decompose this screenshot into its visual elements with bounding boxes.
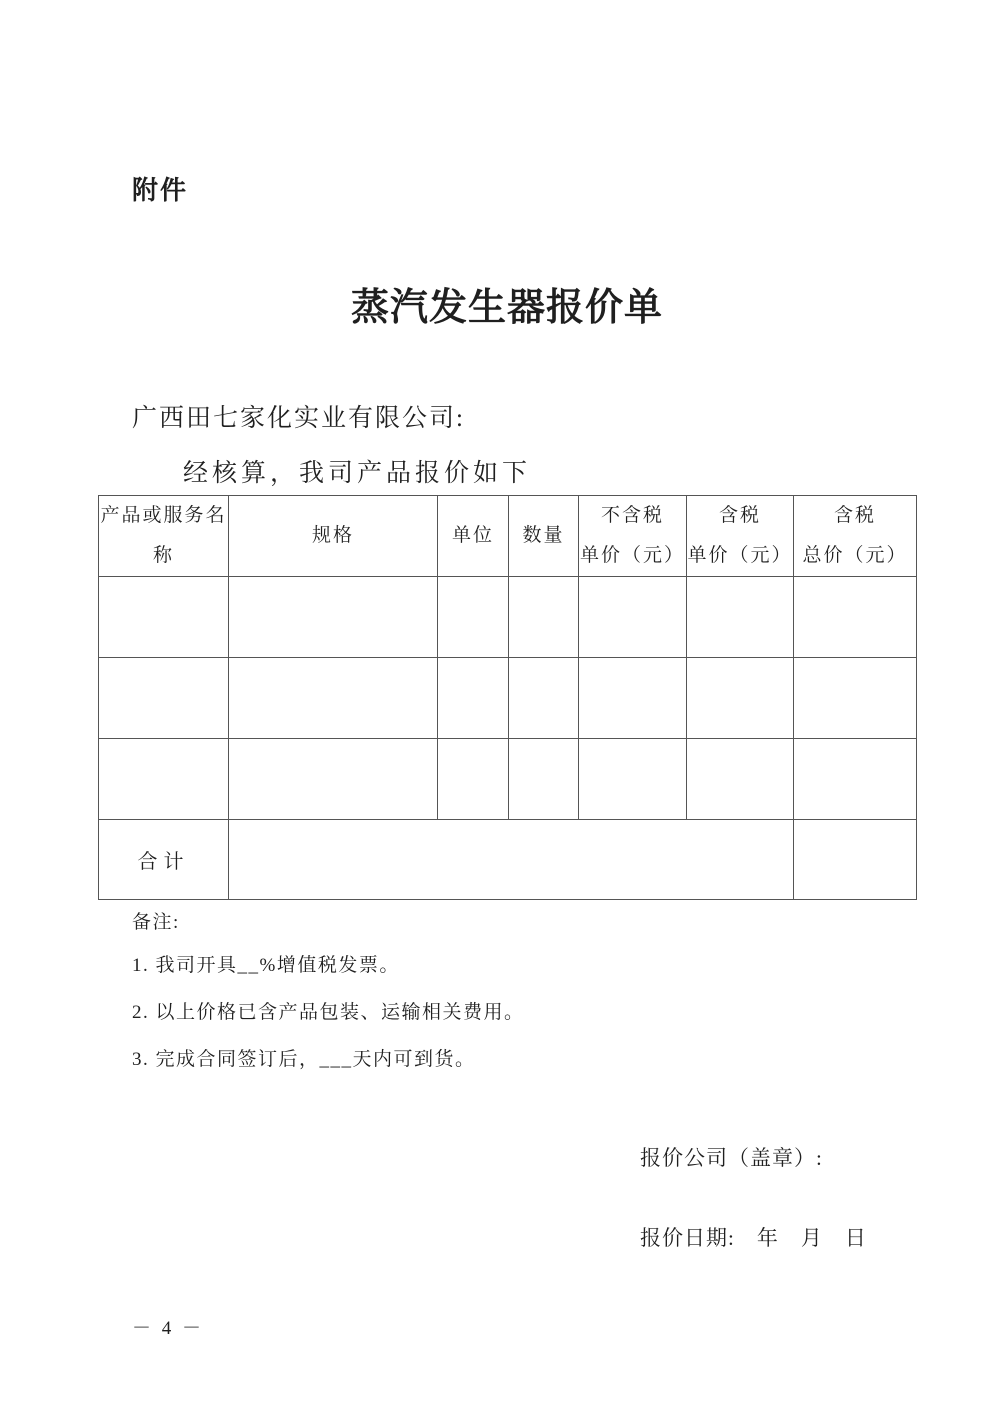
table-cell xyxy=(579,739,687,820)
total-merged-cell xyxy=(229,820,794,900)
table-row xyxy=(99,658,917,739)
table-cell xyxy=(438,658,509,739)
remark-item-2: 2. 以上价格已含产品包装、运输相关费用。 xyxy=(132,1002,525,1023)
table-cell xyxy=(794,658,917,739)
col-header-price-incl-tax xyxy=(687,496,794,577)
total-label-cell: 合计 xyxy=(99,820,229,900)
total-amount-cell xyxy=(794,820,917,900)
table-cell xyxy=(438,577,509,658)
table-cell xyxy=(229,739,438,820)
table-cell xyxy=(794,577,917,658)
table-row xyxy=(99,739,917,820)
table-cell xyxy=(687,658,794,739)
table-cell xyxy=(509,739,579,820)
table-row xyxy=(99,577,917,658)
col-header-quantity xyxy=(509,496,579,577)
col-header-product-name xyxy=(99,496,229,577)
table-cell xyxy=(794,739,917,820)
header-line: 单价（元） xyxy=(579,545,685,566)
header-line: 规格 xyxy=(311,525,354,546)
col-header-unit xyxy=(438,496,509,577)
table-cell xyxy=(579,658,687,739)
quote-date-line: 报价日期: 年 月 日 xyxy=(640,1226,867,1250)
col-header-spec xyxy=(229,496,438,577)
table-cell xyxy=(99,739,229,820)
total-row xyxy=(99,820,917,900)
intro-line: 经核算，我司产品报价如下 xyxy=(183,460,532,487)
header-line: 单位 xyxy=(451,525,494,546)
attachment-label: 附件 xyxy=(132,175,189,205)
table-cell xyxy=(579,577,687,658)
remarks-section xyxy=(132,904,525,1083)
page-number: － 4 － xyxy=(132,1318,205,1339)
table-cell xyxy=(229,658,438,739)
table-cell xyxy=(438,739,509,820)
table-cell xyxy=(229,577,438,658)
header-line: 产品或服务名 xyxy=(100,505,227,526)
header-line: 含税 xyxy=(718,505,761,526)
company-seal-line: 报价公司（盖章）: xyxy=(640,1146,823,1170)
col-header-price-excl-tax xyxy=(579,496,687,577)
table-cell xyxy=(99,577,229,658)
remarks-heading: 备注: xyxy=(132,912,180,933)
header-line: 含税 xyxy=(833,505,876,526)
table-cell xyxy=(687,739,794,820)
company-salutation: 广西田七家化实业有限公司: xyxy=(132,405,465,432)
col-header-total-incl-tax xyxy=(794,496,917,577)
document-title: 蒸汽发生器报价单 xyxy=(350,287,663,329)
header-line: 称 xyxy=(152,545,174,566)
table-cell xyxy=(509,577,579,658)
header-line: 数量 xyxy=(522,525,565,546)
remark-item-1: 1. 我司开具__%增值税发票。 xyxy=(132,955,400,976)
header-line: 总价（元） xyxy=(802,545,908,566)
table-header-row xyxy=(99,496,917,577)
quotation-table xyxy=(98,495,917,900)
header-line: 单价（元） xyxy=(687,545,793,566)
remark-item-3: 3. 完成合同签订后，___天内可到货。 xyxy=(132,1049,476,1070)
table-cell xyxy=(687,577,794,658)
table-cell xyxy=(99,658,229,739)
table-cell xyxy=(509,658,579,739)
header-line: 不含税 xyxy=(600,505,664,526)
